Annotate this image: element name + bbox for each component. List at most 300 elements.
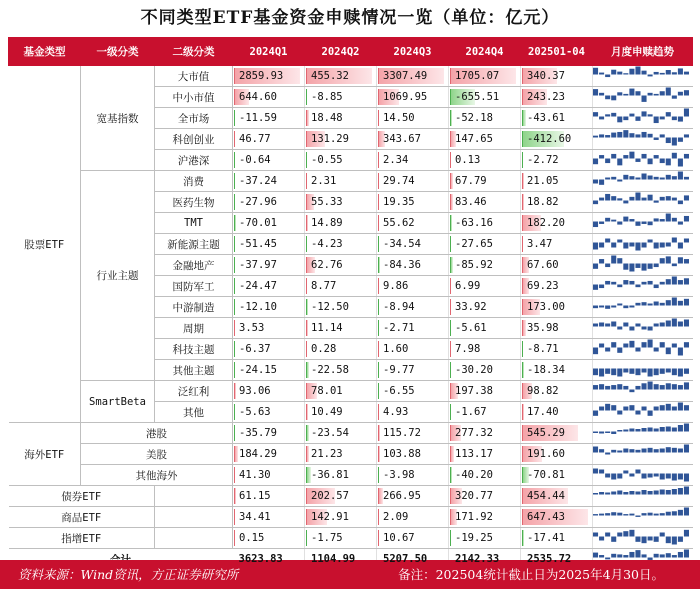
- sparkline-bar: [611, 405, 616, 410]
- sparkline-bar: [654, 138, 659, 140]
- trend-cell: [593, 339, 693, 360]
- sparkline-bar: [678, 222, 683, 225]
- sparkline-bar: [678, 474, 683, 480]
- sparkline-bar: [611, 154, 616, 159]
- value-cell: [521, 276, 593, 297]
- sparkline-bar: [672, 72, 677, 74]
- value-text: -24.15: [239, 364, 277, 376]
- sparkline-bar: [648, 134, 653, 138]
- sparkline-bar: [623, 430, 628, 432]
- value-cell: [233, 528, 305, 549]
- trend-cell: [593, 276, 693, 297]
- value-cell: [521, 465, 593, 486]
- level1-cell: 港股: [81, 423, 233, 444]
- sparkline-bar: [654, 324, 659, 327]
- value-cell: [233, 381, 305, 402]
- sparkline-bar: [635, 516, 640, 517]
- sparkline-bar: [684, 216, 689, 222]
- sparkline-bar: [623, 217, 628, 222]
- sparkline-bar: [629, 530, 634, 537]
- sparkline-bar: [635, 537, 640, 542]
- sparkline-bar: [642, 490, 647, 495]
- sparkline-bar: [617, 348, 622, 353]
- sparkline-17: [593, 423, 689, 440]
- value-cell: [305, 276, 377, 297]
- value-cell: [521, 360, 593, 381]
- value-cell: [449, 234, 521, 255]
- sparkline-bar: [654, 474, 659, 477]
- value-text: -37.24: [239, 175, 277, 187]
- sparkline-bar: [611, 70, 616, 75]
- sparkline-bar: [635, 264, 640, 268]
- sparkline-0: [593, 66, 689, 83]
- sparkline-bar: [678, 552, 683, 558]
- value-text: -34.54: [383, 238, 421, 250]
- sparkline-bar: [672, 555, 677, 557]
- sparkline-bar: [611, 243, 616, 248]
- sparkline-bar: [599, 306, 604, 308]
- sparkline-bar: [648, 304, 653, 306]
- value-cell: [449, 66, 521, 87]
- sparkline-bar: [605, 513, 610, 515]
- value-text: 2.34: [383, 154, 409, 166]
- sparkline-bar: [654, 177, 659, 180]
- sparkline-bar: [642, 537, 647, 544]
- trend-cell: [593, 360, 693, 381]
- sparkline-bar: [599, 432, 604, 434]
- value-cell: [449, 444, 521, 465]
- sparkline-bar: [635, 193, 640, 201]
- value-cell: [449, 297, 521, 318]
- sparkline-bar: [599, 93, 604, 96]
- sparkline-bar: [666, 279, 671, 284]
- value-text: 14.89: [311, 217, 343, 229]
- sparkline-bar: [623, 264, 628, 270]
- level2-cell: [155, 528, 233, 549]
- value-cell: [305, 318, 377, 339]
- sparkline-bar: [611, 369, 616, 376]
- value-text: 33.92: [455, 301, 487, 313]
- value-text: 78.01: [311, 385, 343, 397]
- value-cell: [521, 339, 593, 360]
- sparkline-bar: [642, 111, 647, 116]
- sparkline-bar: [635, 550, 640, 557]
- sparkline-bar: [629, 341, 634, 348]
- value-cell: [449, 108, 521, 129]
- sparkline-bar: [654, 348, 659, 352]
- value-cell: [449, 486, 521, 507]
- value-cell: [521, 255, 593, 276]
- sparkline-bar: [642, 302, 647, 305]
- trend-cell: [593, 171, 693, 192]
- value-cell: [377, 402, 449, 423]
- sparkline-bar: [666, 88, 671, 96]
- sparkline-bar: [660, 178, 665, 180]
- value-text: -35.79: [239, 427, 277, 439]
- sparkline-bar: [672, 198, 677, 201]
- sparkline-bar: [666, 196, 671, 200]
- sparkline-bar: [599, 514, 604, 516]
- value-cell: [377, 318, 449, 339]
- value-cell: [449, 213, 521, 234]
- sparkline-bar: [684, 342, 689, 347]
- sparkline-bar: [629, 474, 634, 477]
- sparkline-bar: [684, 405, 689, 410]
- sparkline-bar: [666, 300, 671, 305]
- sparkline-bar: [611, 282, 616, 285]
- sparkline-bar: [648, 159, 653, 165]
- total-value-text: 5207.50: [383, 553, 428, 565]
- sparkline-bar: [660, 91, 665, 95]
- sparkline-bar: [642, 327, 647, 330]
- sparkline-bar: [678, 172, 683, 180]
- value-cell: [377, 66, 449, 87]
- sparkline-bar: [611, 554, 616, 558]
- value-cell: [377, 423, 449, 444]
- value-cell: [377, 444, 449, 465]
- sparkline-bar: [635, 492, 640, 495]
- value-cell: [377, 297, 449, 318]
- sparkline-bar: [660, 405, 665, 410]
- level1-cell: SmartBeta: [81, 381, 155, 423]
- value-cell: [233, 402, 305, 423]
- sparkline-bar: [678, 138, 683, 142]
- value-text: 6.99: [455, 280, 481, 292]
- sparkline-bar: [611, 512, 616, 515]
- value-text: -412.60: [527, 133, 572, 145]
- sparkline-bar: [666, 214, 671, 222]
- sparkline-bar: [660, 243, 665, 248]
- sparkline-bar: [666, 512, 671, 516]
- level2-cell: TMT: [155, 213, 233, 234]
- sparkline-bar: [654, 384, 659, 389]
- table-row: [9, 486, 693, 507]
- sparkline-bar: [684, 239, 689, 243]
- level2-cell: 中小市值: [155, 87, 233, 108]
- sparkline-bar: [648, 491, 653, 495]
- sparkline-bar: [605, 369, 610, 374]
- sparkline-bar: [648, 93, 653, 96]
- level2-cell: 全市场: [155, 108, 233, 129]
- value-cell: [233, 507, 305, 528]
- value-cell: [305, 87, 377, 108]
- header-monthly-trend: 月度申赎趋势: [593, 38, 693, 66]
- value-text: -37.97: [239, 259, 277, 271]
- value-cell: [449, 507, 521, 528]
- sparkline-bar: [629, 281, 634, 285]
- value-cell: [377, 507, 449, 528]
- sparkline-bar: [605, 348, 610, 352]
- header-fund-type: 基金类型: [9, 38, 81, 66]
- value-text: -0.64: [239, 154, 271, 166]
- sparkline-bar: [599, 222, 604, 224]
- sparkline-bar: [678, 301, 683, 306]
- value-cell: [377, 234, 449, 255]
- sparkline-bar: [599, 73, 604, 75]
- sparkline-bar: [605, 75, 610, 78]
- sparkline-bar: [666, 256, 671, 263]
- value-text: -2.71: [383, 322, 415, 334]
- level2-cell: 周期: [155, 318, 233, 339]
- sparkline-bar: [629, 133, 634, 137]
- value-text: 34.41: [239, 511, 271, 523]
- sparkline-bar: [666, 447, 671, 452]
- sparkline-bar: [629, 449, 634, 452]
- sparkline-bar: [599, 449, 604, 452]
- sparkline-bar: [660, 490, 665, 495]
- value-text: 202.57: [311, 490, 349, 502]
- value-text: 29.74: [383, 175, 415, 187]
- value-cell: [233, 171, 305, 192]
- sparkline-bar: [635, 303, 640, 306]
- trend-cell: [593, 528, 693, 549]
- level2-cell: 科技主题: [155, 339, 233, 360]
- sparkline-bar: [599, 180, 604, 185]
- value-text: -40.20: [455, 469, 493, 481]
- value-cell: [377, 360, 449, 381]
- total-value-text: 2535.72: [527, 553, 572, 565]
- sparkline-bar: [684, 90, 689, 95]
- header-2024q1: 2024Q1: [233, 38, 305, 66]
- sparkline-bar: [660, 282, 665, 285]
- level2-cell: 国防军工: [155, 276, 233, 297]
- sparkline-bar: [660, 342, 665, 347]
- value-cell: [449, 171, 521, 192]
- sparkline-bar: [642, 198, 647, 201]
- total-value-text: 1104.99: [311, 553, 356, 565]
- sparkline-5: [593, 171, 689, 188]
- sparkline-bar: [666, 490, 671, 495]
- level2-cell: 金融地产: [155, 255, 233, 276]
- value-text: -4.23: [311, 238, 343, 250]
- value-text: 455.32: [311, 70, 349, 82]
- value-cell: [377, 108, 449, 129]
- sparkline-bar: [678, 280, 683, 284]
- sparkline-bar: [593, 264, 598, 269]
- sparkline-bar: [593, 447, 598, 453]
- sparkline-bar: [648, 176, 653, 180]
- sparkline-bar: [648, 369, 653, 377]
- value-cell: [449, 192, 521, 213]
- value-text: -24.47: [239, 280, 277, 292]
- sparkline-bar: [605, 178, 610, 180]
- sparkline-bar: [654, 554, 659, 558]
- sparkline-bar: [660, 449, 665, 453]
- sparkline-bar: [684, 445, 689, 453]
- value-cell: [521, 150, 593, 171]
- trend-cell: [593, 108, 693, 129]
- sparkline-11: [593, 297, 689, 314]
- sparkline-bar: [678, 488, 683, 495]
- value-text: -5.61: [455, 322, 487, 334]
- sparkline-bar: [666, 553, 671, 557]
- sparkline-bar: [629, 491, 634, 495]
- value-cell: [305, 423, 377, 444]
- value-cell: [449, 528, 521, 549]
- trend-cell: [593, 87, 693, 108]
- trend-cell: [593, 255, 693, 276]
- table-row: [9, 444, 693, 465]
- sparkline-bar: [660, 219, 665, 221]
- value-text: -70.81: [527, 469, 565, 481]
- trend-cell: [593, 150, 693, 171]
- table-row: [9, 66, 693, 87]
- sparkline-bar: [672, 448, 677, 453]
- sparkline-bar: [642, 154, 647, 159]
- value-text: 62.76: [311, 259, 343, 271]
- sparkline-bar: [617, 222, 622, 225]
- value-cell: [521, 528, 593, 549]
- value-cell: [233, 66, 305, 87]
- sparkline-bar: [593, 553, 598, 558]
- sparkline-bar: [684, 154, 689, 159]
- value-text: 277.32: [455, 427, 493, 439]
- sparkline-bar: [617, 92, 622, 95]
- value-text: 103.88: [383, 448, 421, 460]
- sparkline-bar: [593, 369, 598, 376]
- value-text: 98.82: [527, 385, 559, 397]
- sparkline-bar: [642, 407, 647, 411]
- sparkline-bar: [642, 513, 647, 515]
- value-cell: [305, 255, 377, 276]
- sparkline-bar: [599, 537, 604, 541]
- value-cell: [305, 444, 377, 465]
- sparkline-2: [593, 108, 689, 125]
- sparkline-bar: [642, 383, 647, 389]
- value-cell: [233, 192, 305, 213]
- sparkline-bar: [617, 240, 622, 243]
- sparkline-bar: [629, 306, 634, 308]
- value-text: 41.30: [239, 469, 271, 481]
- value-text: 3.47: [527, 238, 553, 250]
- sparkline-bar: [684, 134, 689, 137]
- trend-cell: [593, 402, 693, 423]
- sparkline-bar: [684, 177, 689, 180]
- sparkline-bar: [611, 322, 616, 327]
- sparkline-bar: [611, 450, 616, 453]
- value-cell: [305, 339, 377, 360]
- sparkline-bar: [593, 222, 598, 228]
- value-cell: [305, 381, 377, 402]
- level1-cell: 其他海外: [81, 465, 233, 486]
- sparkline-bar: [605, 159, 610, 164]
- header-row: [9, 38, 693, 66]
- sparkline-bar: [593, 201, 598, 205]
- sparkline-bar: [672, 277, 677, 285]
- value-text: -8.94: [383, 301, 415, 313]
- value-cell: [305, 486, 377, 507]
- sparkline-bar: [660, 134, 665, 137]
- sparkline-13: [593, 339, 689, 356]
- value-text: 1705.07: [455, 70, 500, 82]
- sparkline-bar: [678, 403, 683, 411]
- sparkline-bar: [648, 474, 653, 478]
- level2-cell: 中游制造: [155, 297, 233, 318]
- sparkline-bar: [623, 117, 628, 121]
- sparkline-bar: [660, 513, 665, 515]
- value-text: 115.72: [383, 427, 421, 439]
- value-text: 67.79: [455, 175, 487, 187]
- value-cell: [305, 297, 377, 318]
- sparkline-bar: [684, 369, 689, 374]
- value-cell: [305, 108, 377, 129]
- sparkline-bar: [635, 67, 640, 75]
- value-cell: [233, 108, 305, 129]
- trend-cell: [593, 486, 693, 507]
- sparkline-bar: [617, 132, 622, 138]
- sparkline-3: [593, 129, 689, 146]
- value-cell: [521, 423, 593, 444]
- value-text: 19.35: [383, 196, 415, 208]
- sparkline-bar: [599, 323, 604, 327]
- value-text: -17.41: [527, 532, 565, 544]
- sparkline-bar: [605, 194, 610, 201]
- sparkline-bar: [635, 411, 640, 415]
- sparkline-bar: [605, 533, 610, 537]
- sparkline-bar: [654, 429, 659, 432]
- value-text: 197.38: [455, 385, 493, 397]
- value-text: -1.75: [311, 532, 343, 544]
- footer-note: 备注：202504统计截止日为2025年4月30日。: [398, 567, 664, 582]
- level2-cell: 泛红利: [155, 381, 233, 402]
- sparkline-bar: [617, 513, 622, 516]
- value-text: -23.54: [311, 427, 349, 439]
- value-cell: [233, 255, 305, 276]
- sparkline-bar: [599, 198, 604, 201]
- sparkline-21: [593, 507, 689, 524]
- sparkline-bar: [684, 382, 689, 389]
- value-cell: [377, 276, 449, 297]
- value-text: 644.60: [239, 91, 277, 103]
- sparkline-12: [593, 318, 689, 335]
- sparkline-bar: [654, 491, 659, 495]
- value-cell: [377, 171, 449, 192]
- sparkline-bar: [623, 344, 628, 348]
- value-text: 55.62: [383, 217, 415, 229]
- sparkline-bar: [599, 492, 604, 495]
- table-row: [9, 465, 693, 486]
- sparkline-bar: [672, 218, 677, 222]
- sparkline-bar: [684, 424, 689, 432]
- value-text: 17.40: [527, 406, 559, 418]
- sparkline-bar: [648, 537, 653, 541]
- sparkline-bar: [666, 70, 671, 74]
- trend-cell: [593, 444, 693, 465]
- value-cell: [377, 339, 449, 360]
- level2-cell: 其他: [155, 402, 233, 423]
- sparkline-bar: [672, 176, 677, 179]
- value-text: -30.20: [455, 364, 493, 376]
- value-cell: [521, 129, 593, 150]
- sparkline-bar: [593, 411, 598, 416]
- sparkline-bar: [605, 114, 610, 116]
- level2-cell: 沪港深: [155, 150, 233, 171]
- value-text: -51.45: [239, 238, 277, 250]
- value-text: 113.17: [455, 448, 493, 460]
- sparkline-bar: [635, 450, 640, 453]
- sparkline-bar: [599, 555, 604, 557]
- sparkline-bar: [642, 282, 647, 285]
- sparkline-bar: [599, 384, 604, 389]
- sparkline-bar: [654, 285, 659, 289]
- sparkline-bar: [623, 130, 628, 137]
- sparkline-bar: [629, 264, 634, 272]
- value-cell: [377, 213, 449, 234]
- level2-cell: 科创创业: [155, 129, 233, 150]
- sparkline-bar: [684, 508, 689, 516]
- value-cell: [305, 402, 377, 423]
- value-cell: [521, 192, 593, 213]
